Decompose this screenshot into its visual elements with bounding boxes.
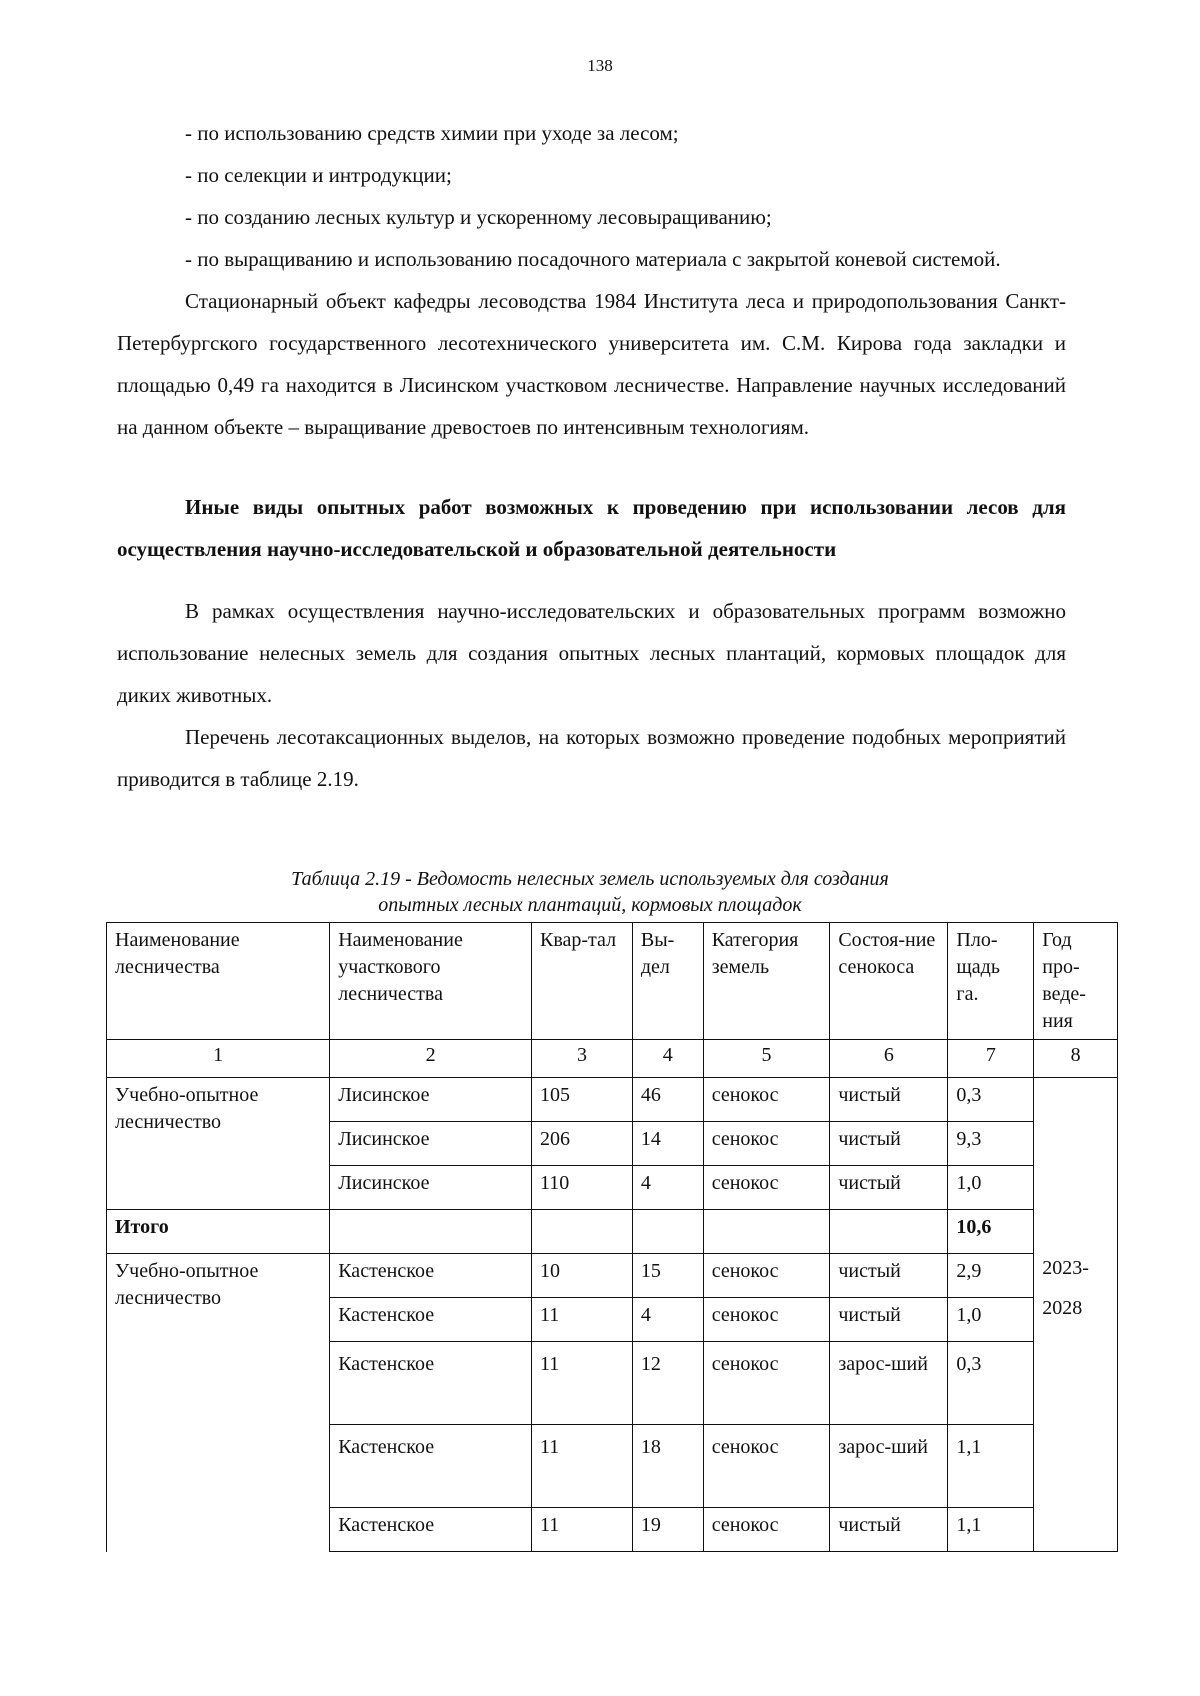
district-cell: Лисинское	[330, 1166, 532, 1210]
column-number: 4	[632, 1040, 703, 1078]
area-cell: 1,0	[948, 1298, 1034, 1342]
total-row	[107, 1210, 1118, 1254]
list-item: - по созданию лесных культур и ускоренному лесовыращиванию;	[185, 205, 772, 229]
list-item: - по селекции и интродукции;	[185, 163, 452, 187]
quarter-cell: 105	[532, 1078, 633, 1122]
area-cell: 9,3	[948, 1122, 1034, 1166]
document-body	[117, 112, 1066, 800]
total-label: Итого	[107, 1210, 330, 1254]
period-end: 2028	[1042, 1297, 1083, 1319]
category-cell: сенокос	[703, 1166, 830, 1210]
district-cell: Кастенское	[330, 1425, 532, 1508]
period-start: 2023-	[1042, 1257, 1089, 1279]
area-cell: 2,9	[948, 1254, 1034, 1298]
empty-cell	[330, 1210, 532, 1254]
state-cell: чистый	[830, 1166, 948, 1210]
plot-cell: 4	[632, 1298, 703, 1342]
area-cell: 0,3	[948, 1342, 1034, 1425]
plot-cell: 19	[632, 1508, 703, 1552]
empty-cell	[703, 1210, 830, 1254]
category-cell: сенокос	[703, 1122, 830, 1166]
district-cell: Кастенское	[330, 1508, 532, 1552]
state-cell: чистый	[830, 1122, 948, 1166]
header-cell: Вы-дел	[632, 923, 703, 1040]
area-cell: 1,1	[948, 1425, 1034, 1508]
paragraph: Стационарный объект кафедры лесоводства 1984 Института леса и природопользования Санкт-Петербургского государственного лесотехнического университета им. С.М. Кирова года закладки и площадью 0,49 га находится в Лисинском участковом лесничестве. Направление научных исследований на данном объекте – выращивание древостоев по интенсивным технологиям.	[117, 289, 1066, 439]
quarter-cell: 206	[532, 1122, 633, 1166]
state-cell: чистый	[830, 1078, 948, 1122]
column-number: 1	[107, 1040, 330, 1078]
district-cell: Кастенское	[330, 1298, 532, 1342]
period-cell	[1034, 1078, 1118, 1552]
table-header-row	[107, 923, 1118, 1040]
empty-cell	[532, 1210, 633, 1254]
paragraph: В рамках осуществления научно-исследовательских и образовательных программ возможно использование нелесных земель для создания опытных лесных плантаций, кормовых площадок для диких животных.	[117, 599, 1066, 707]
column-number: 6	[830, 1040, 948, 1078]
nonforest-lands-table	[106, 922, 1118, 1552]
quarter-cell: 11	[532, 1298, 633, 1342]
plot-cell: 12	[632, 1342, 703, 1425]
district-cell: Лисинское	[330, 1122, 532, 1166]
state-cell: чистый	[830, 1254, 948, 1298]
state-cell: чистый	[830, 1298, 948, 1342]
header-cell: Год про-веде-ния	[1034, 923, 1118, 1040]
caption-line: Таблица 2.19 - Ведомость нелесных земель используемых для создания	[291, 868, 889, 890]
category-cell: сенокос	[703, 1078, 830, 1122]
state-cell: зарос-ший	[830, 1342, 948, 1425]
table-row	[107, 1254, 1118, 1298]
table-caption	[160, 866, 1020, 918]
page-number: 138	[587, 56, 613, 75]
quarter-cell: 10	[532, 1254, 633, 1298]
quarter-cell: 11	[532, 1508, 633, 1552]
header-cell: Пло-щадь га.	[948, 923, 1034, 1040]
table-row	[107, 1078, 1118, 1122]
plot-cell: 15	[632, 1254, 703, 1298]
district-cell: Лисинское	[330, 1078, 532, 1122]
column-number-row	[107, 1040, 1118, 1078]
quarter-cell: 11	[532, 1342, 633, 1425]
column-number: 5	[703, 1040, 830, 1078]
area-cell: 1,0	[948, 1166, 1034, 1210]
state-cell: чистый	[830, 1508, 948, 1552]
category-cell: сенокос	[703, 1425, 830, 1508]
total-area: 10,6	[948, 1210, 1034, 1254]
header-cell: Квар-тал	[532, 923, 633, 1040]
forestry-name: Учебно-опытное лесничество	[107, 1078, 330, 1210]
quarter-cell: 110	[532, 1166, 633, 1210]
header-cell: Наименование лесничества	[107, 923, 330, 1040]
column-number: 7	[948, 1040, 1034, 1078]
list-item: - по выращиванию и использованию посадочного материала с закрытой коневой системой.	[185, 247, 1001, 271]
plot-cell: 14	[632, 1122, 703, 1166]
state-cell: зарос-ший	[830, 1425, 948, 1508]
district-cell: Кастенское	[330, 1254, 532, 1298]
category-cell: сенокос	[703, 1298, 830, 1342]
column-number: 8	[1034, 1040, 1118, 1078]
list-item: - по использованию средств химии при уходе за лесом;	[185, 121, 679, 145]
category-cell: сенокос	[703, 1254, 830, 1298]
category-cell: сенокос	[703, 1508, 830, 1552]
area-cell: 0,3	[948, 1078, 1034, 1122]
header-cell: Категория земель	[703, 923, 830, 1040]
category-cell: сенокос	[703, 1342, 830, 1425]
paragraph: Перечень лесотаксационных выделов, на которых возможно проведение подобных мероприятий приводится в таблице 2.19.	[117, 725, 1066, 791]
plot-cell: 4	[632, 1166, 703, 1210]
section-heading: Иные виды опытных работ возможных к проведению при использовании лесов для осуществления научно-исследовательской и образовательной деятельности	[117, 495, 1066, 561]
district-cell: Кастенское	[330, 1342, 532, 1425]
header-cell: Состоя-ние сенокоса	[830, 923, 948, 1040]
area-cell: 1,1	[948, 1508, 1034, 1552]
caption-line: опытных лесных плантаций, кормовых площадок	[378, 894, 802, 916]
plot-cell: 46	[632, 1078, 703, 1122]
quarter-cell: 11	[532, 1425, 633, 1508]
empty-cell	[830, 1210, 948, 1254]
header-cell: Наименование участкового лесничества	[330, 923, 532, 1040]
empty-cell	[632, 1210, 703, 1254]
plot-cell: 18	[632, 1425, 703, 1508]
column-number: 2	[330, 1040, 532, 1078]
forestry-name: Учебно-опытное лесничество	[107, 1254, 330, 1552]
column-number: 3	[532, 1040, 633, 1078]
